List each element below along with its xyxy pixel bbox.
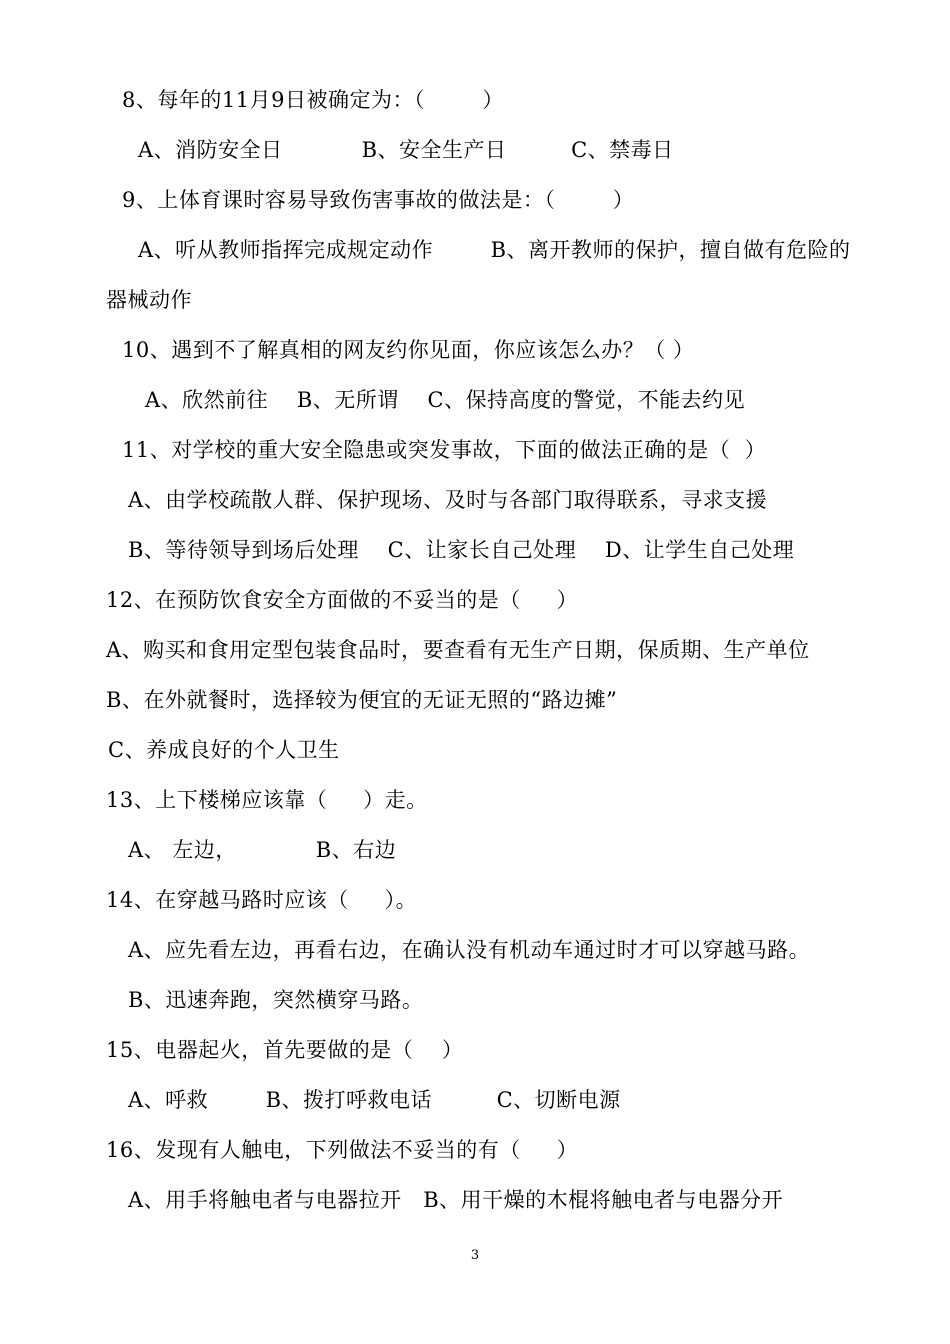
q12-option-b: B、在外就餐时，选择较为便宜的无证无照的“路边摊” xyxy=(106,688,618,712)
question-10: 10、遇到不了解真相的网友约你见面，你应该怎么办？（ ） xyxy=(122,338,695,362)
question-12: 12、在预防饮食安全方面做的不妥当的是（ ） xyxy=(106,588,579,612)
question-11: 11、对学校的重大安全隐患或突发事故，下面的做法正确的是（ ） xyxy=(122,438,767,462)
q12-option-c: C、养成良好的个人卫生 xyxy=(108,738,340,762)
q9-options-cont: 器械动作 xyxy=(106,288,192,312)
page-number: 3 xyxy=(470,1248,480,1263)
question-16: 16、发现有人触电，下列做法不妥当的有（ ） xyxy=(106,1138,579,1162)
q10-options: A、欣然前往 B、无所谓 C、保持高度的警觉，不能去约见 xyxy=(145,388,746,412)
q14-option-b: B、迅速奔跑，突然横穿马路。 xyxy=(128,988,424,1012)
q9-options: A、听从教师指挥完成规定动作 B、离开教师的保护，擅自做有危险的 xyxy=(138,238,851,262)
question-9: 9、上体育课时容易导致伤害事故的做法是：（ ） xyxy=(122,188,635,212)
q11-option-a: A、由学校疏散人群、保护现场、及时与各部门取得联系，寻求支援 xyxy=(128,488,768,512)
question-13: 13、上下楼梯应该靠（ ）走。 xyxy=(106,788,428,812)
q15-options: A、呼救 B、拨打呼救电话 C、切断电源 xyxy=(128,1088,621,1112)
q12-option-a: A、购买和食用定型包装食品时，要查看有无生产日期，保质期、生产单位 xyxy=(106,638,810,662)
q8-options: A、消防安全日 B、安全生产日 C、禁毒日 xyxy=(138,138,674,162)
question-8: 8、每年的11月9日被确定为：（ ） xyxy=(122,88,504,112)
question-14: 14、在穿越马路时应该（ ）。 xyxy=(106,888,418,912)
q13-options: A、 左边， B、右边 xyxy=(128,838,397,862)
question-15: 15、电器起火，首先要做的是（ ） xyxy=(106,1038,464,1062)
q11-options-bcd: B、等待领导到场后处理 C、让家长自己处理 D、让学生自己处理 xyxy=(128,538,795,562)
q14-option-a: A、应先看左边，再看右边，在确认没有机动车通过时才可以穿越马路。 xyxy=(128,938,811,962)
q16-options: A、用手将触电者与电器拉开 B、用干燥的木棍将触电者与电器分开 xyxy=(128,1188,784,1212)
